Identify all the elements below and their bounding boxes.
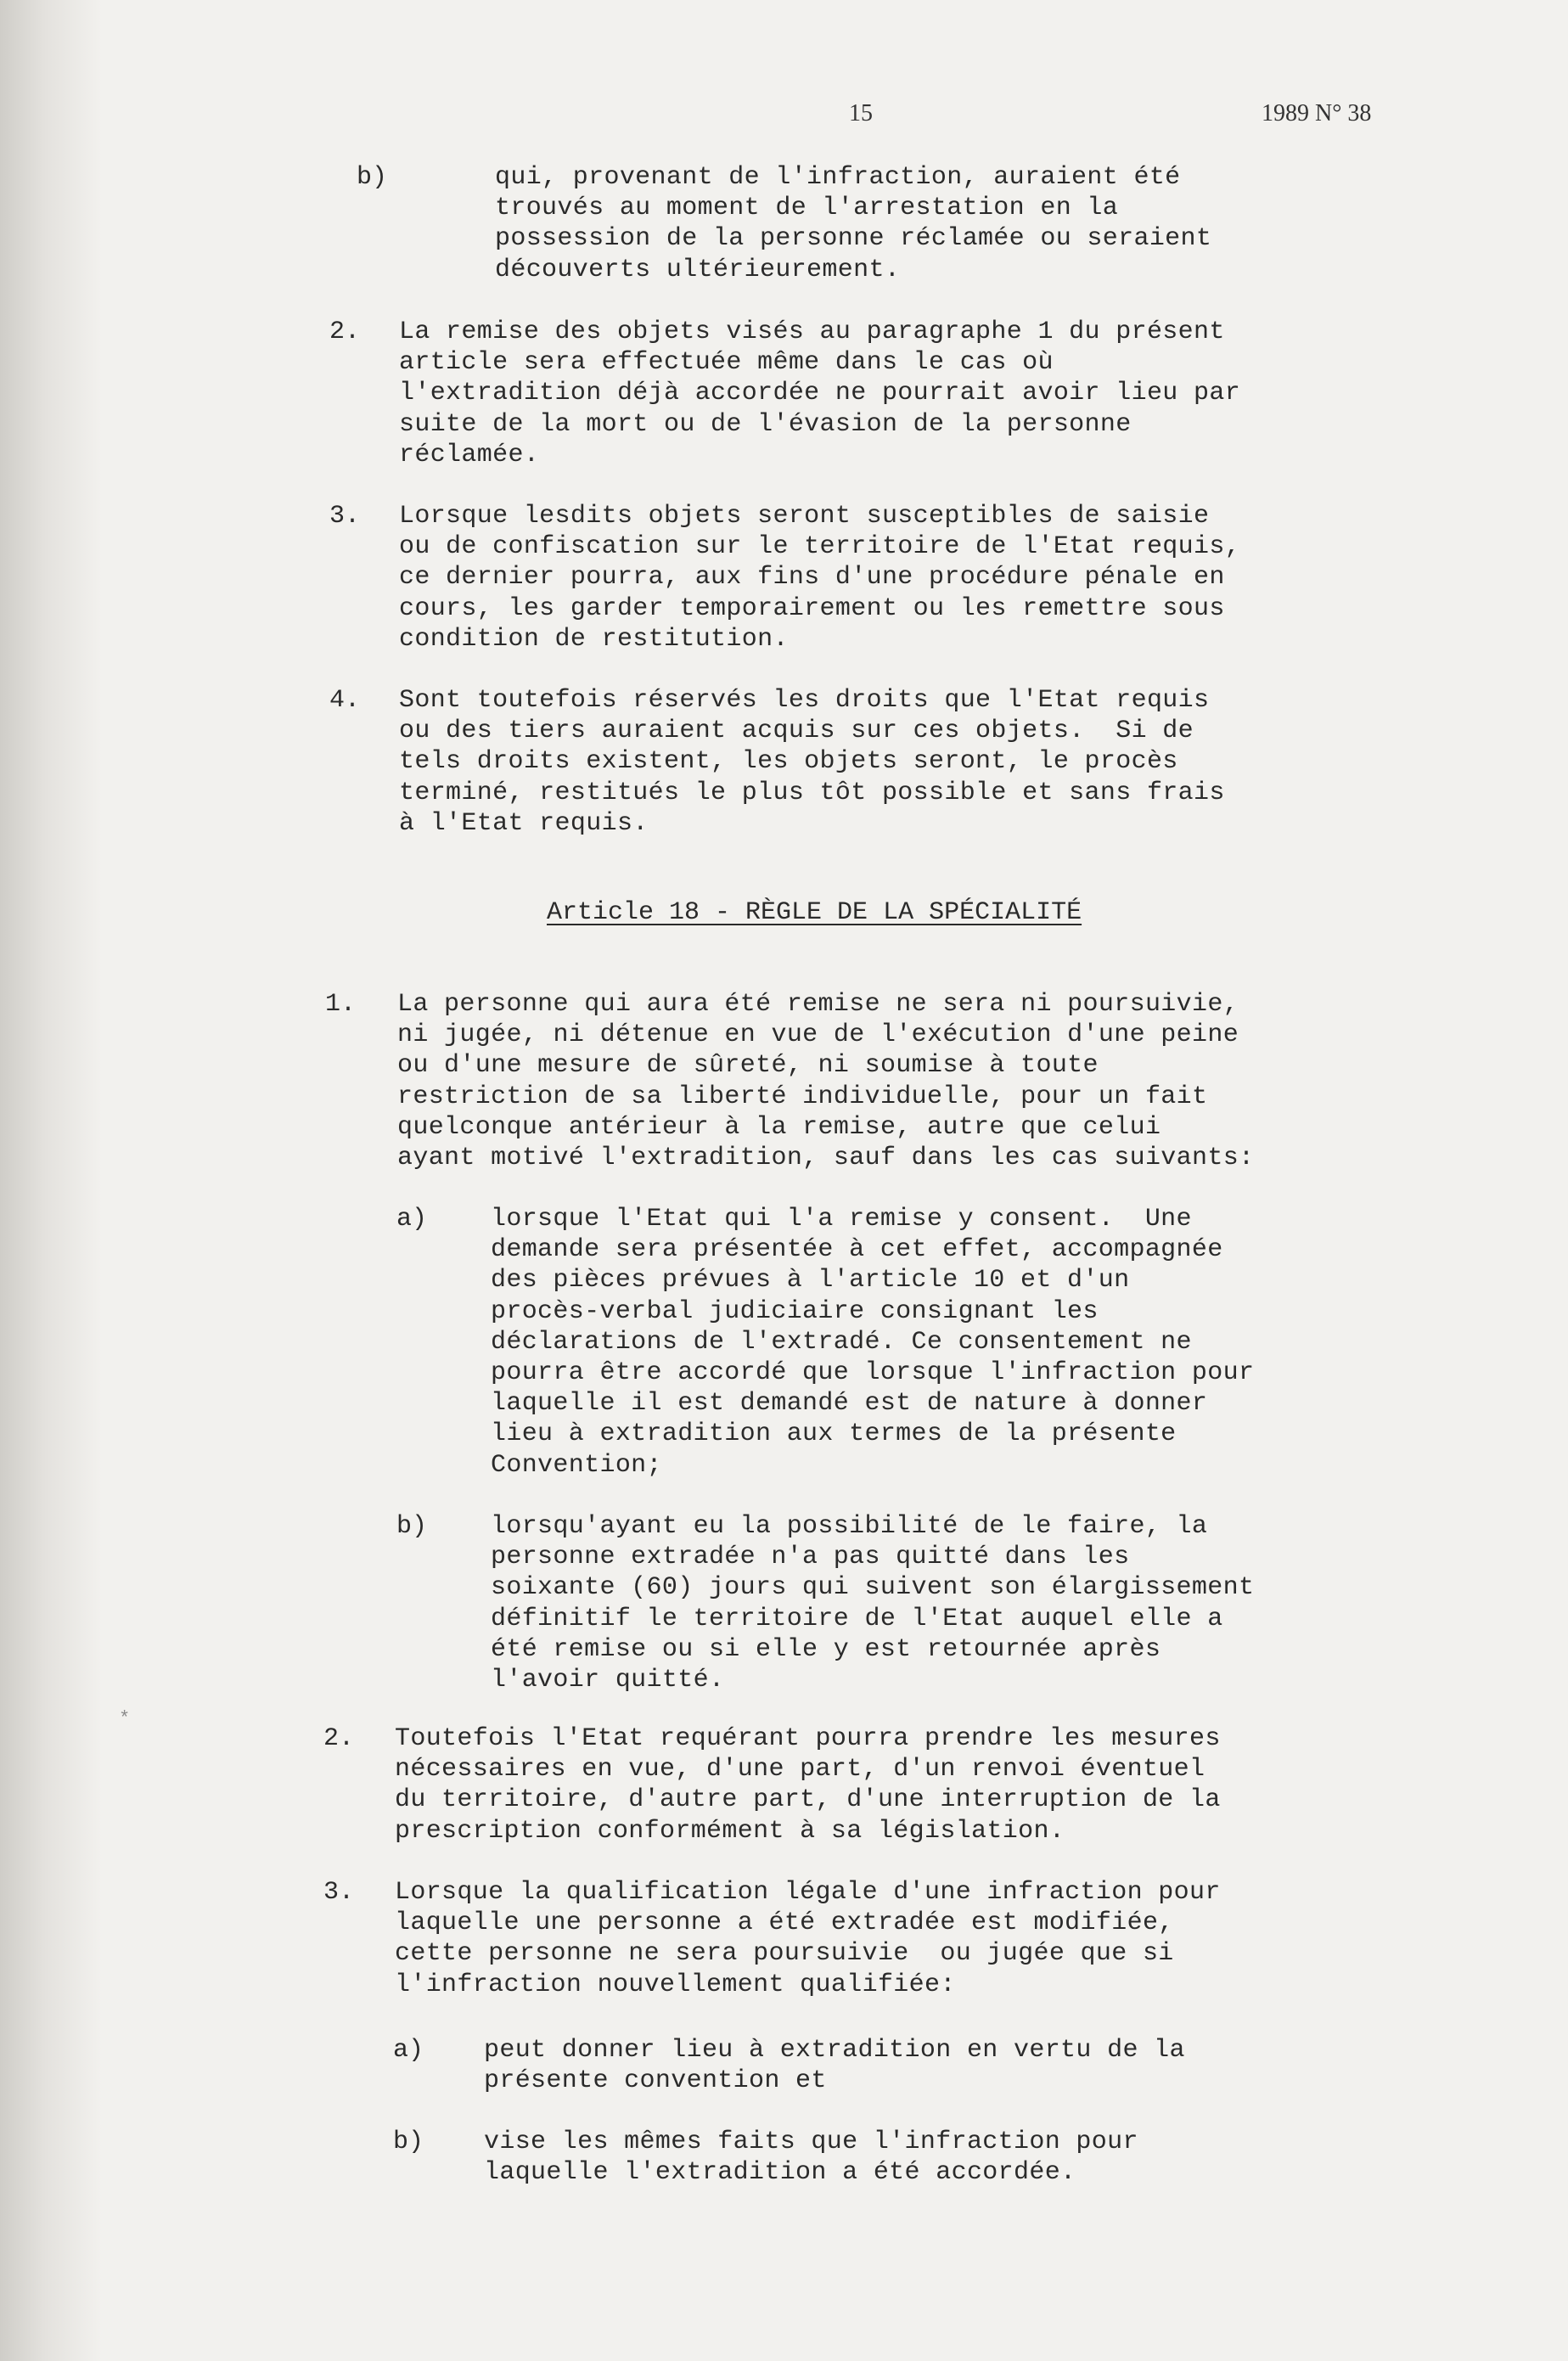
paragraph-line: tels droits existent, les objets seront, le procès [399, 747, 1178, 777]
paragraph-line: vise les mêmes faits que l'infraction pour [484, 2128, 1138, 2156]
paragraph-line: ou de confiscation sur le territoire de l'Etat requis, [399, 532, 1241, 562]
paragraph-line: laquelle il est demandé est de nature à donner [491, 1389, 1208, 1419]
paragraph-line: terminé, restitués le plus tôt possible et sans frais [399, 778, 1225, 807]
paragraph-line: ou d'une mesure de sûreté, ni soumise à toute [397, 1051, 1099, 1081]
paragraph-line: Convention; [491, 1450, 662, 1480]
paragraph-line: peut donner lieu à extradition en vertu de la [484, 2036, 1185, 2065]
paragraph-line: Lorsque lesdits objets seront susceptibles de saisie [399, 502, 1210, 531]
paragraph-line: suite de la mort ou de l'évasion de la personne [399, 409, 1132, 439]
paragraph-line: présente convention et [484, 2066, 827, 2096]
paragraph-marker: a) [396, 1205, 428, 1234]
paragraph-line: Toutefois l'Etat requérant pourra prendre les mesures [395, 1724, 1221, 1753]
paragraph-line: réclamée. [399, 440, 540, 469]
paragraph-marker: 4. [329, 686, 361, 715]
paragraph-marker: 2. [329, 318, 361, 346]
paragraph-line: La personne qui aura été remise ne sera ni poursuivie, [397, 990, 1239, 1019]
paragraph-line: cette personne ne sera poursuivie ou jugée que si [395, 1939, 1174, 1969]
paragraph-line: lorsqu'ayant eu la possibilité de le faire, la [491, 1512, 1208, 1541]
paragraph-line: personne extradée n'a pas quitté dans les [491, 1543, 1130, 1572]
paragraph-line: restriction de sa liberté individuelle, pour un fait [397, 1082, 1208, 1111]
paragraph-line: ce dernier pourra, aux fins d'une procédure pénale en [399, 563, 1225, 593]
paragraph-line: lieu à extradition aux termes de la présente [491, 1419, 1177, 1449]
scan-speck: * [119, 1708, 131, 1729]
paragraph-line: nécessaires en vue, d'une part, d'un renvoi éventuel [395, 1755, 1206, 1785]
paragraph-line: du territoire, d'autre part, d'une interruption de la [395, 1785, 1221, 1815]
paragraph-line: prescription conformément à sa législation. [395, 1816, 1065, 1846]
paragraph-line: été remise ou si elle y est retournée après [491, 1634, 1161, 1664]
paragraph-line: l'avoir quitté. [491, 1666, 725, 1695]
paragraph-marker: 2. [323, 1724, 355, 1753]
paragraph-line: condition de restitution. [399, 624, 789, 654]
page-number: 15 [849, 100, 873, 126]
paragraph-line: définitif le territoire de l'Etat auquel elle a [491, 1604, 1223, 1633]
paragraph-line: ayant motivé l'extradition, sauf dans les cas suivants: [397, 1144, 1255, 1172]
paragraph-line: lorsque l'Etat qui l'a remise y consent. Une [491, 1205, 1192, 1234]
paragraph-line: déclarations de l'extradé. Ce consentement ne [491, 1327, 1192, 1357]
paragraph-marker: 1. [325, 990, 357, 1019]
paragraph-line: à l'Etat requis. [399, 808, 649, 838]
article-heading: Article 18 - RÈGLE DE LA SPÉCIALITÉ [547, 898, 1082, 927]
paragraph-marker: 3. [329, 502, 361, 531]
paragraph-marker: 3. [323, 1878, 355, 1907]
paragraph-line: cours, les garder temporairement ou les remettre sous [399, 593, 1225, 623]
page-gutter-shadow [0, 0, 102, 2361]
paragraph-line: quelconque antérieur à la remise, autre que celui [397, 1112, 1161, 1142]
paragraph-line: demande sera présentée à cet effet, accompagnée [491, 1235, 1223, 1265]
paragraph-line: l'extradition déjà accordée ne pourrait avoir lieu par [399, 379, 1241, 408]
paragraph-line: l'infraction nouvellement qualifiée: [395, 1970, 956, 1999]
paragraph-line: article sera effectuée même dans le cas où [399, 348, 1054, 378]
paragraph-marker: a) [393, 2036, 424, 2065]
paragraph-line: possession de la personne réclamée ou seraient [495, 224, 1212, 254]
paragraph-line: des pièces prévues à l'article 10 et d'un [491, 1266, 1130, 1296]
paragraph-marker: b) [357, 163, 388, 192]
paragraph-line: laquelle l'extradition a été accordée. [484, 2158, 1076, 2188]
paragraph-marker: b) [396, 1512, 428, 1541]
paragraph-line: Lorsque la qualification légale d'une infraction pour [395, 1878, 1221, 1907]
paragraph-line: La remise des objets visés au paragraphe 1 du présent [399, 318, 1225, 346]
paragraph-line: procès-verbal judiciaire consignant les [491, 1296, 1099, 1326]
paragraph-line: laquelle une personne a été extradée est modifiée, [395, 1908, 1174, 1938]
page-header [0, 100, 1568, 134]
paragraph-line: ni jugée, ni détenue en vue de l'exécution d'une peine [397, 1020, 1239, 1050]
paragraph-line: trouvés au moment de l'arrestation en la [495, 194, 1119, 223]
paragraph-line: découverts ultérieurement. [495, 255, 901, 284]
paragraph-line: pourra être accordé que lorsque l'infraction pour [491, 1358, 1255, 1387]
paragraph-line: qui, provenant de l'infraction, auraient été [495, 163, 1181, 192]
paragraph-line: ou des tiers auraient acquis sur ces objets. Si de [399, 717, 1194, 746]
paragraph-marker: b) [393, 2128, 424, 2156]
paragraph-line: Sont toutefois réservés les droits que l'Etat requis [399, 686, 1210, 715]
issue-reference: 1989 N° 38 [1262, 100, 1372, 126]
paragraph-line: soixante (60) jours qui suivent son élargissement [491, 1573, 1255, 1603]
